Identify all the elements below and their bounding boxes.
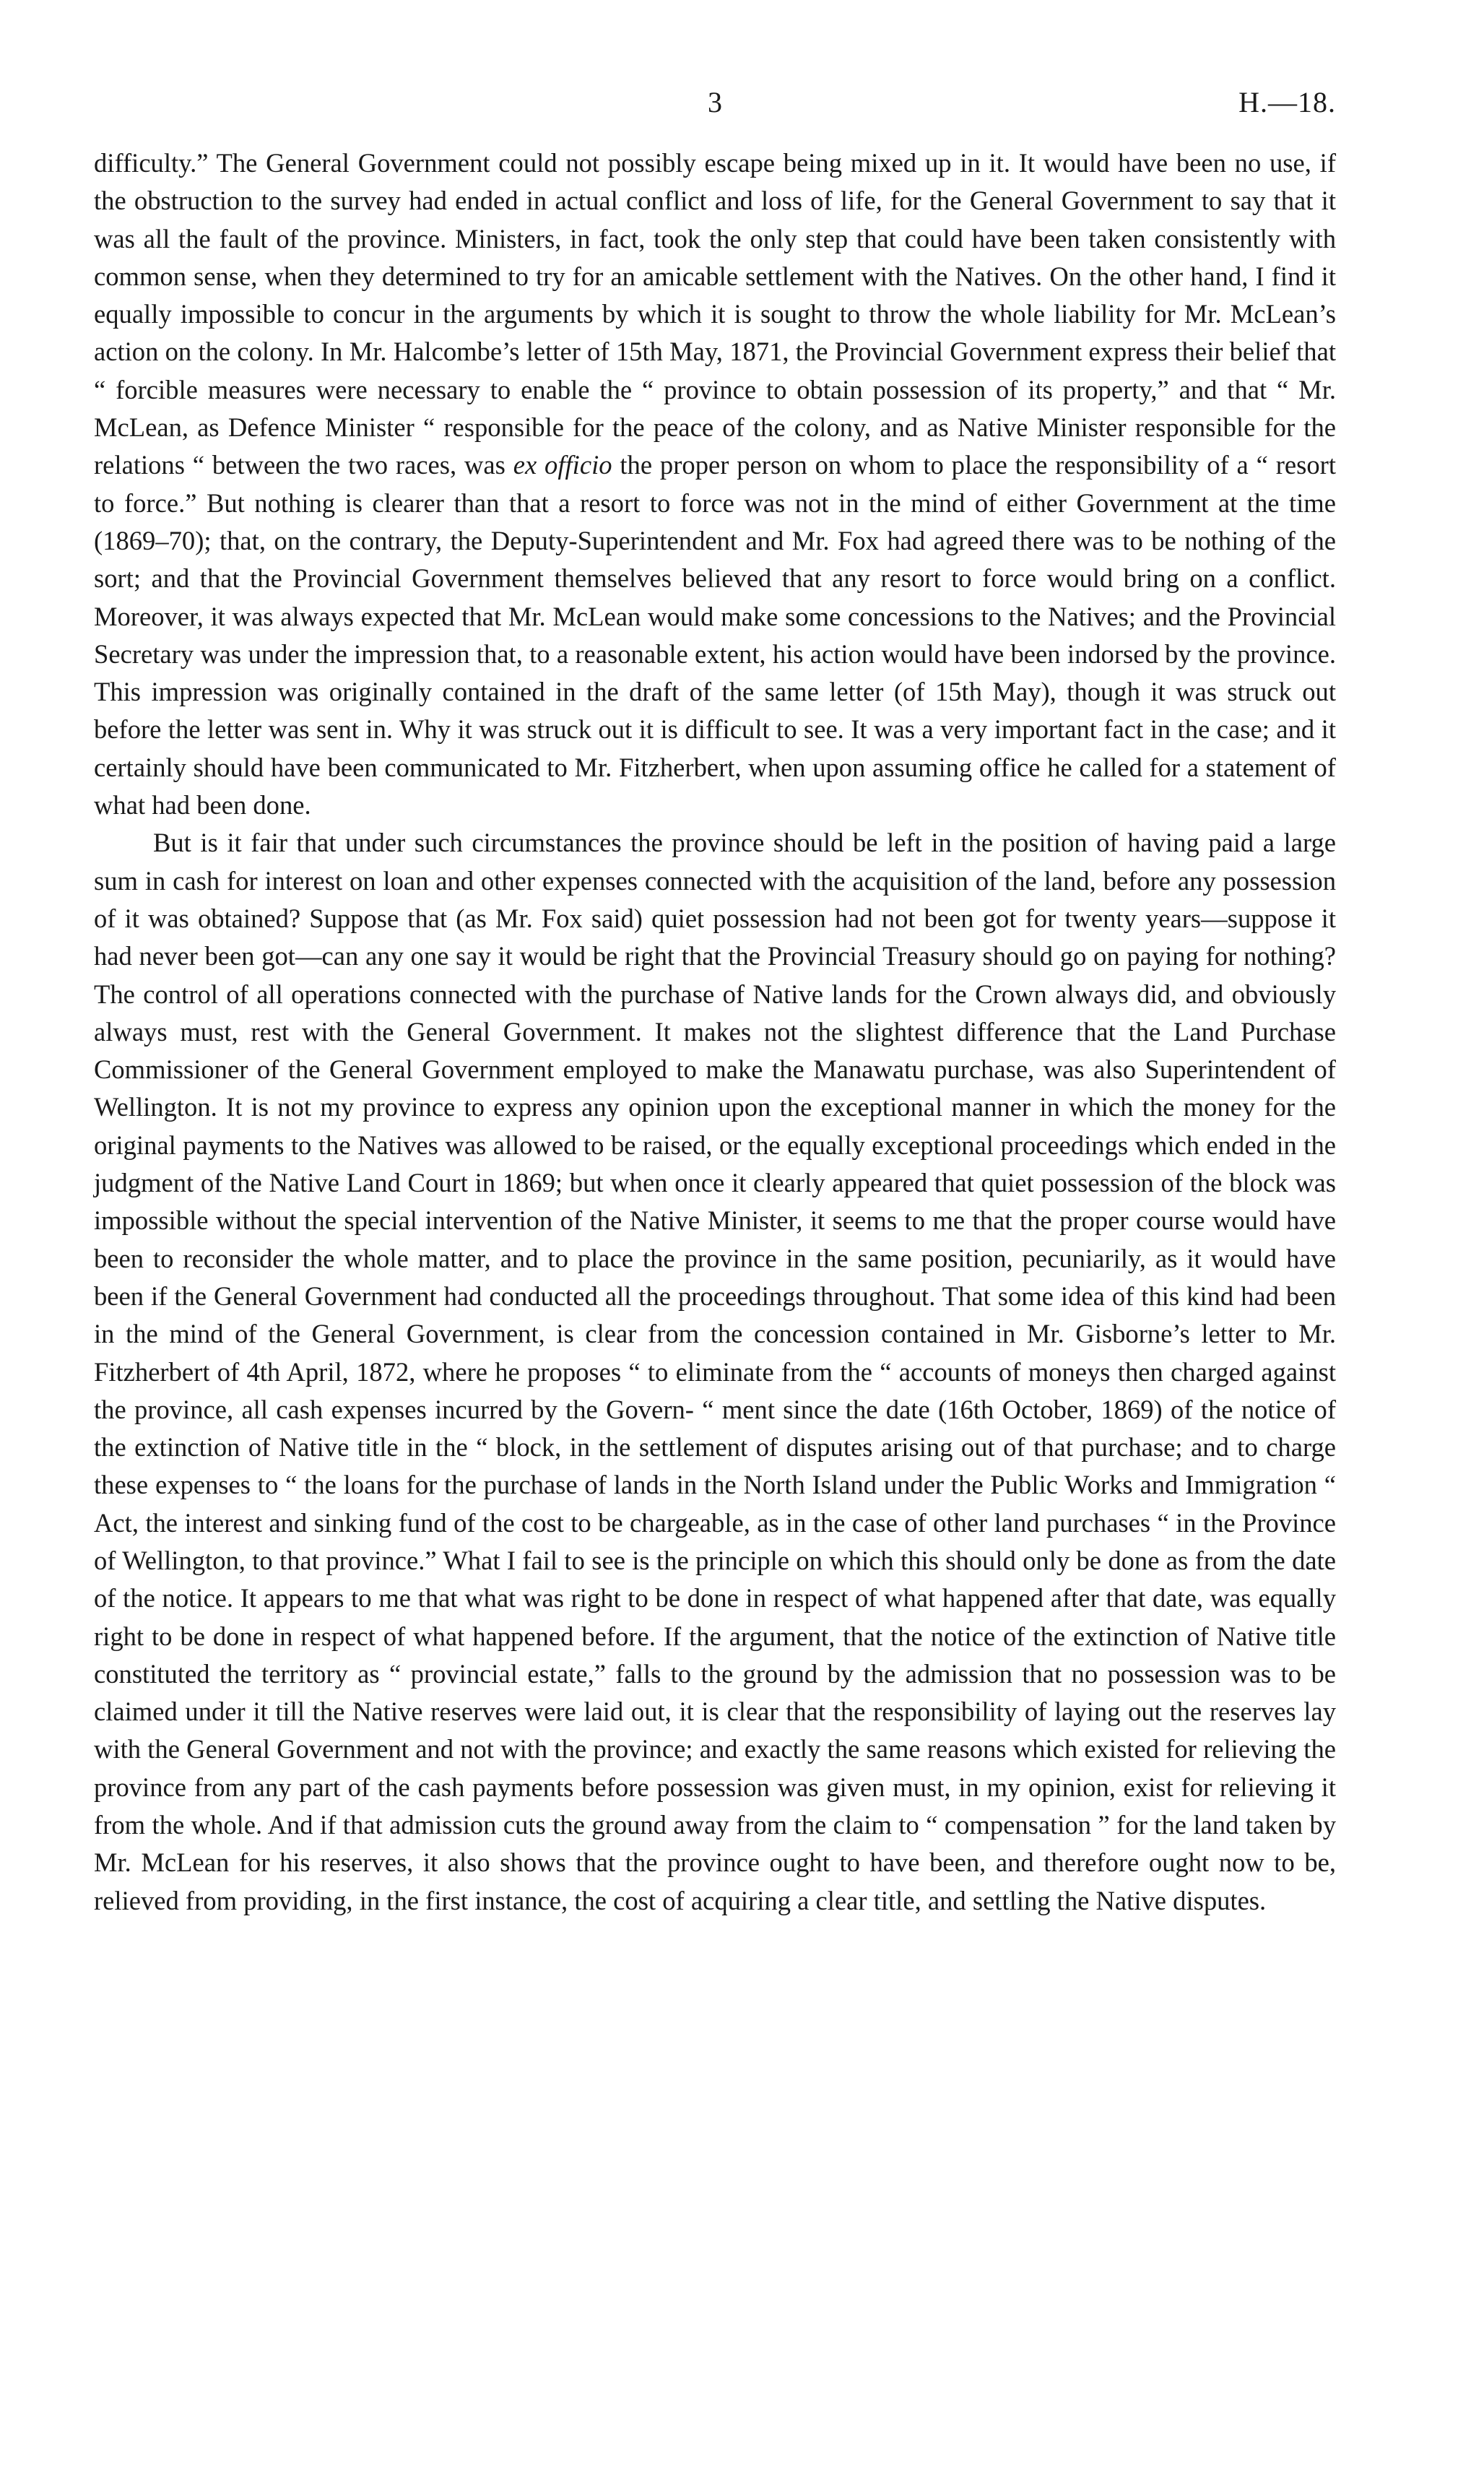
document-page xyxy=(94,85,1336,1920)
page-number: 3 xyxy=(708,86,722,118)
paragraph-1-italic-phrase: ex officio xyxy=(513,450,612,480)
running-header xyxy=(94,85,1336,129)
paragraph-1 xyxy=(94,144,1336,824)
body-text xyxy=(94,144,1336,1920)
document-reference: H.—18. xyxy=(1238,86,1336,118)
paragraph-2: But is it fair that under such circumstances the province should be left in the position of having paid a large sum in cash for interest on loan and other expenses connected with the acquisition of the land, before any possession of it was obtained? Suppose that (as Mr. Fox said) quiet possession had not been got for twenty years—suppose it had never been got—can any one say it would be right that the Provincial Treasury should go on paying for nothing? The control of all operations connected with the purchase of Native lands for the Crown always did, and obviously always must, rest with the General Government. It makes not the slightest difference that the Land Purchase Commissioner of the General Government employed to make the Manawatu purchase, was also Superintendent of Wellington. It is not my province to express any opinion upon the exceptional manner in which the money for the original payments to the Natives was allowed to be raised, or the equally exceptional proceedings which ended in the judgment of the Native Land Court in 1869; but when once it clearly appeared that quiet possession of the block was impossible without the special intervention of the Native Minister, it seems to me that the proper course would have been to reconsider the whole matter, and to place the province in the same position, pecuniarily, as it would have been if the General Government had conducted all the proceedings throughout. That some idea of this kind had been in the mind of the General Government, is clear from the concession contained in Mr. Gisborne’s letter to Mr. Fitzherbert of 4th April, 1872, where he proposes “ to eliminate from the “ accounts of moneys then charged against the province, all cash expenses incurred by the Govern- “ ment since the date (16th October, 1869) of the notice of the extinction of Native title in the “ block, in the settlement of disputes arising out of that purchase; and to charge these expenses to “ the loans for the purchase of lands in the North Island under the Public Works and Immigration “ Act, the interest and sinking fund of the cost to be chargeable, as in the case of other land purchases “ in the Province of Wellington, to that province.” What I fail to see is the principle on which this should only be done as from the date of the notice. It appears to me that what was right to be done in respect of what happened after that date, was equally right to be done in respect of what happened before. If the argument, that the notice of the extinction of Native title constituted the territory as “ provincial estate,” falls to the ground by the admission that no possession was to be claimed under it till the Native reserves were laid out, it is clear that the responsibility of laying out the reserves lay with the General Government and not with the province; and exactly the same reasons which existed for relieving the province from any part of the cash payments before possession was given must, in my opinion, exist for relieving it from the whole. And if that admission cuts the ground away from the claim to “ compensation ” for the land taken by Mr. McLean for his reserves, it also shows that the province ought to have been, and therefore ought now to be, relieved from providing, in the first instance, the cost of acquiring a clear title, and settling the Native disputes. xyxy=(94,828,1336,1915)
paragraph-1-part-b: the proper person on whom to place the responsibility of a “ resort to force.” But nothing is clearer than that a resort to force was not in the mind of either Government at the time (1869–70); that, on the contrary, the Deputy-Superintendent and Mr. Fox had agreed there was to be nothing of the sort; and that the Provincial Government themselves believed that any resort to force would bring on a conflict. Moreover, it was always expected that Mr. McLean would make some concessions to the Natives; and the Provincial Secretary was under the impression that, to a reasonable extent, his action would have been indorsed by the province. This impression was originally contained in the draft of the same letter (of 15th May), though it was struck out before the letter was sent in. Why it was struck out it is difficult to see. It was a very important fact in the case; and it certainly should have been communicated to Mr. Fitzherbert, when upon assuming office he called for a statement of what had been done. xyxy=(94,450,1336,820)
paragraph-1-part-a: difficulty.” The General Government could not possibly escape being mixed up in it. It would have been no use, if the obstruction to the survey had ended in actual conflict and loss of life, for the General Government to say that it was all the fault of the province. Ministers, in fact, took the only step that could have been taken consistently with common sense, when they determined to try for an amicable settlement with the Natives. On the other hand, I find it equally impossible to concur in the arguments by which it is sought to throw the whole liability for Mr. McLean’s action on the colony. In Mr. Halcombe’s letter of 15th May, 1871, the Provincial Government express their belief that “ forcible measures were necessary to enable the “ province to obtain possession of its property,” and that “ Mr. McLean, as Defence Minister “ responsible for the peace of the colony, and as Native Minister responsible for the relations “ between the two races, was xyxy=(94,148,1336,480)
